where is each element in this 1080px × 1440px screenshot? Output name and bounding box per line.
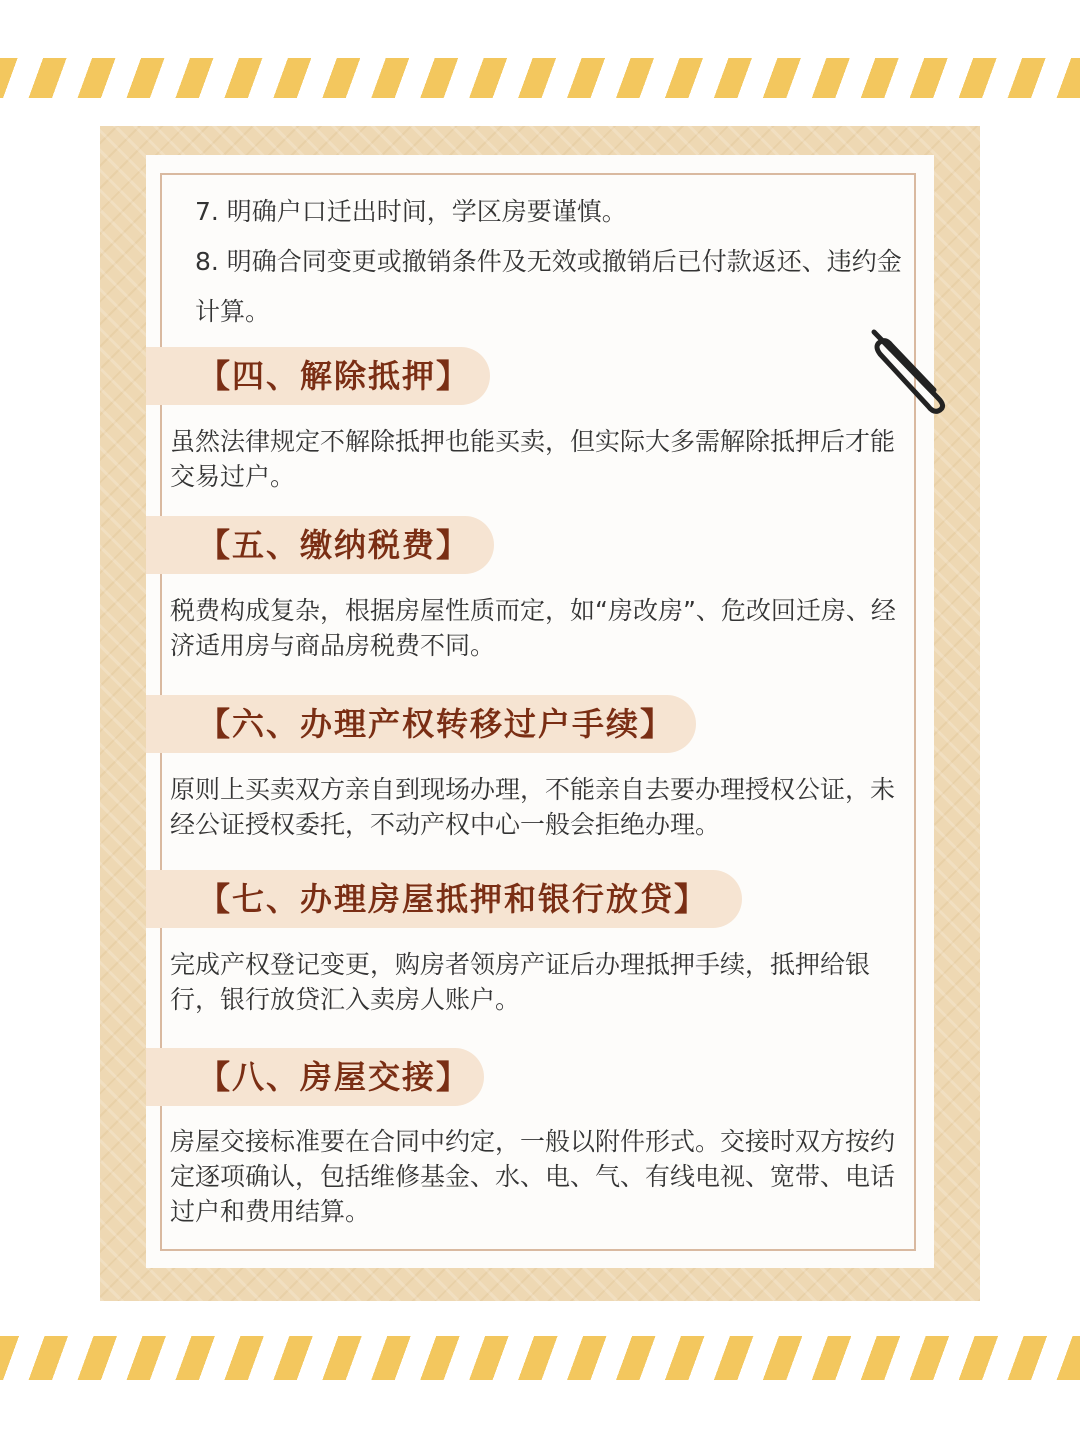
section-title-house-handover: 【八、房屋交接】: [146, 1048, 484, 1106]
section-body-property-transfer: 原则上买卖双方亲自到现场办理，不能亲自去要办理授权公证，未经公证授权委托，不动产权中心一般会拒绝办理。: [170, 775, 896, 839]
paperclip-icon: [860, 318, 960, 418]
section-title-property-transfer: 【六、办理产权转移过户手续】: [146, 695, 696, 753]
section-body-mortgage-loan: 完成产权登记变更，购房者领房产证后办理抵押手续，抵押给银行，银行放贷汇入卖房人账户。: [170, 950, 871, 1014]
section-body-release-mortgage: 虽然法律规定不解除抵押也能买卖，但实际大多需解除抵押后才能交易过户。: [170, 427, 896, 491]
top-stripe-border: [0, 58, 1080, 98]
section-title-pay-taxes: 【五、缴纳税费】: [146, 516, 494, 574]
bottom-stripe-border: [0, 1336, 1080, 1380]
section-body-house-handover: 房屋交接标准要在合同中约定，一般以附件形式。交接时双方按约定逐项确认，包括维修基金、水、电、气、有线电视、宽带、电话过户和费用结算。: [170, 1127, 896, 1226]
section-title-mortgage-loan: 【七、办理房屋抵押和银行放贷】: [146, 870, 742, 928]
intro-item-8: 8. 明确合同变更或撤销条件及无效或撤销后已付款返还、违约金计算。: [195, 247, 902, 326]
section-title-release-mortgage: 【四、解除抵押】: [146, 347, 490, 405]
section-body-pay-taxes: 税费构成复杂，根据房屋性质而定，如“房改房”、危改回迁房、经济适用房与商品房税费不同。: [170, 596, 896, 660]
intro-item-7: 7. 明确户口迁出时间，学区房要谨慎。: [195, 197, 627, 226]
